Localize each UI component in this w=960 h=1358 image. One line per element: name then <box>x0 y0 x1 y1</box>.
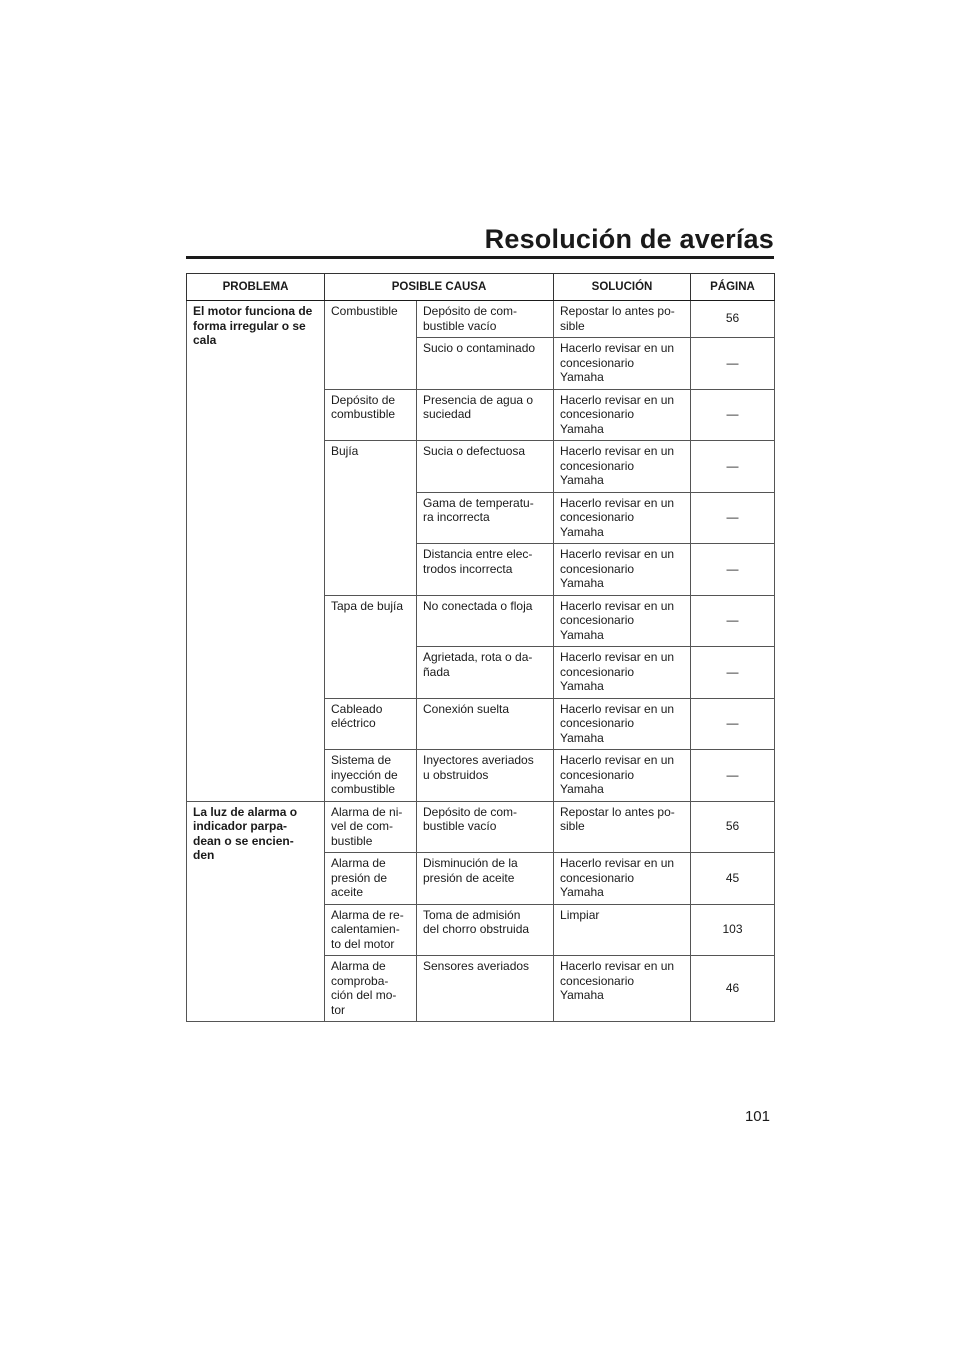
cause-detail-cell: Toma de admisión del chorro obstruida <box>417 904 554 956</box>
page-ref-cell: 46 <box>691 956 775 1022</box>
page-ref-cell: — <box>691 698 775 750</box>
cause-cell: Sistema de inyección de combustible <box>325 750 417 802</box>
cause-detail-cell: Inyectores averiados u obstruidos <box>417 750 554 802</box>
cause-detail-cell: Sucio o contaminado <box>417 338 554 390</box>
table-body <box>187 301 775 1022</box>
cause-detail-cell: Depósito de com- bustible vacío <box>417 301 554 338</box>
troubleshooting-table <box>186 273 775 1022</box>
cause-cell: Bujía <box>325 441 417 596</box>
solution-cell: Hacerlo revisar en un concesionario Yamaha <box>554 544 691 596</box>
page-number: 101 <box>744 1108 770 1125</box>
cause-cell: Tapa de bujía <box>325 595 417 698</box>
page-ref-cell: — <box>691 338 775 390</box>
cause-cell: Alarma de ni- vel de com- bustible <box>325 801 417 853</box>
cause-detail-cell: Sensores averiados <box>417 956 554 1022</box>
cause-detail-cell: Distancia entre elec- trodos incorrecta <box>417 544 554 596</box>
header-problem: PROBLEMA <box>187 274 325 301</box>
page-ref-cell: — <box>691 544 775 596</box>
solution-cell: Hacerlo revisar en un concesionario Yamaha <box>554 647 691 699</box>
cause-detail-cell: Sucia o defectuosa <box>417 441 554 493</box>
solution-cell: Repostar lo antes po- sible <box>554 301 691 338</box>
cause-cell: Alarma de re- calentamien- to del motor <box>325 904 417 956</box>
solution-cell: Hacerlo revisar en un concesionario Yamaha <box>554 956 691 1022</box>
page-ref-cell: 56 <box>691 801 775 853</box>
cause-detail-cell: Presencia de agua o suciedad <box>417 389 554 441</box>
page-ref-cell: — <box>691 647 775 699</box>
page-ref-cell: — <box>691 441 775 493</box>
table-row <box>187 301 775 338</box>
cause-detail-cell: No conectada o floja <box>417 595 554 647</box>
page-ref-cell: — <box>691 492 775 544</box>
problem-cell: El motor funciona de forma irregular o se cala <box>187 301 325 802</box>
solution-cell: Hacerlo revisar en un concesionario Yamaha <box>554 338 691 390</box>
table-header <box>187 274 775 301</box>
cause-detail-cell: Gama de temperatu- ra incorrecta <box>417 492 554 544</box>
cause-detail-cell: Depósito de com- bustible vacío <box>417 801 554 853</box>
page-ref-cell: 56 <box>691 301 775 338</box>
cause-cell: Combustible <box>325 301 417 390</box>
cause-cell: Depósito de combustible <box>325 389 417 441</box>
problem-cell: La luz de alarma o indicador parpa- dean o se encien- den <box>187 801 325 1022</box>
page-ref-cell: 103 <box>691 904 775 956</box>
cause-detail-cell: Conexión suelta <box>417 698 554 750</box>
page-title: Resolución de averías <box>484 224 774 254</box>
page-ref-cell: — <box>691 750 775 802</box>
table-row <box>187 801 775 853</box>
solution-cell: Hacerlo revisar en un concesionario Yamaha <box>554 492 691 544</box>
solution-cell: Hacerlo revisar en un concesionario Yamaha <box>554 750 691 802</box>
solution-cell: Repostar lo antes po- sible <box>554 801 691 853</box>
cause-detail-cell: Agrietada, rota o da- ñada <box>417 647 554 699</box>
page-ref-cell: 45 <box>691 853 775 905</box>
page-ref-cell: — <box>691 389 775 441</box>
header-solution: SOLUCIÓN <box>554 274 691 301</box>
solution-cell: Hacerlo revisar en un concesionario Yamaha <box>554 595 691 647</box>
solution-cell: Hacerlo revisar en un concesionario Yamaha <box>554 441 691 493</box>
solution-cell: Hacerlo revisar en un concesionario Yamaha <box>554 389 691 441</box>
cause-cell: Alarma de presión de aceite <box>325 853 417 905</box>
header-cause: POSIBLE CAUSA <box>325 274 554 301</box>
header-row <box>187 274 775 301</box>
cause-cell: Cableado eléctrico <box>325 698 417 750</box>
cause-detail-cell: Disminución de la presión de aceite <box>417 853 554 905</box>
page-ref-cell: — <box>691 595 775 647</box>
header-page: PÁGINA <box>691 274 775 301</box>
solution-cell: Hacerlo revisar en un concesionario Yamaha <box>554 853 691 905</box>
title-rule <box>186 256 774 259</box>
solution-cell: Limpiar <box>554 904 691 956</box>
solution-cell: Hacerlo revisar en un concesionario Yamaha <box>554 698 691 750</box>
cause-cell: Alarma de comproba- ción del mo- tor <box>325 956 417 1022</box>
